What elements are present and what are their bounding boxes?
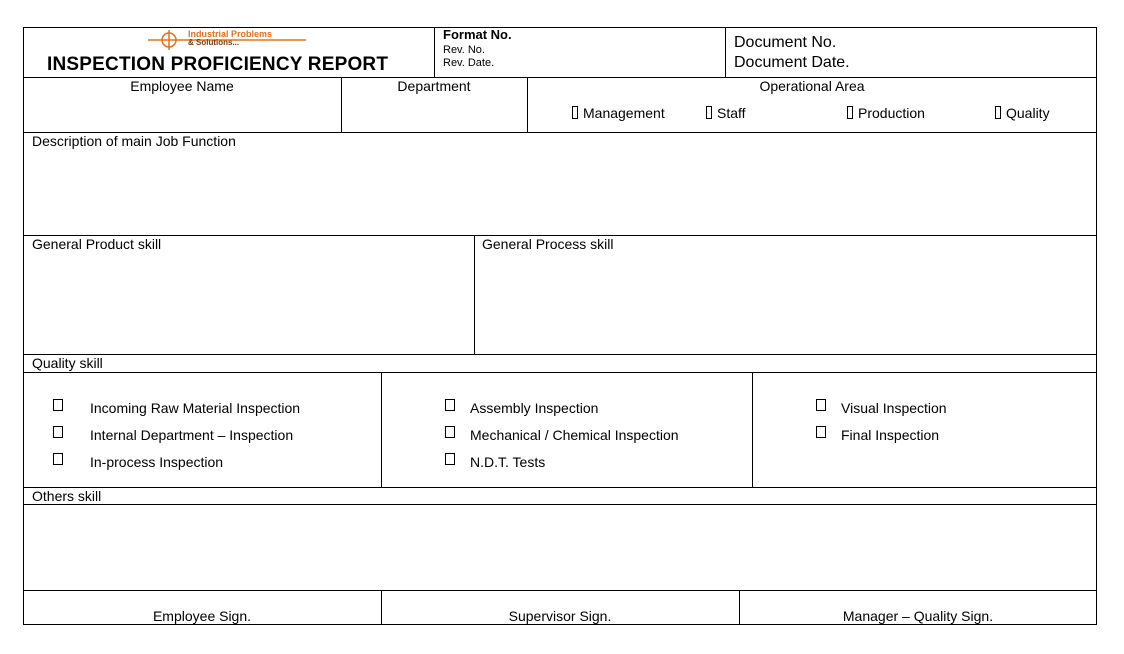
product-skill-label: General Product skill [32, 236, 162, 252]
page-title: INSPECTION PROFICIENCY REPORT [47, 54, 389, 75]
document-date-label: Document Date. [734, 54, 850, 71]
production-option-label: Production [858, 105, 925, 121]
skill-divider [474, 235, 475, 354]
operational-area-label: Operational Area [759, 78, 865, 94]
department-label: Department [397, 78, 471, 94]
quality-option-label: Quality [1006, 105, 1050, 121]
management-checkbox[interactable] [572, 106, 578, 119]
assembly-label: Assembly Inspection [470, 400, 599, 416]
description-label: Description of main Job Function [32, 133, 236, 149]
manager-quality-sign-label: Manager – Quality Sign. [842, 608, 994, 624]
assembly-checkbox[interactable] [445, 399, 455, 411]
incoming-raw-material-label: Incoming Raw Material Inspection [90, 400, 301, 416]
internal-department-label: Internal Department – Inspection [90, 427, 294, 443]
internal-department-checkbox[interactable] [53, 426, 63, 438]
employee-sign-label: Employee Sign. [152, 608, 252, 624]
mechanical-chemical-checkbox[interactable] [445, 426, 455, 438]
document-no-label: Document No. [734, 34, 837, 51]
logo-text-line2: & Solutions... [188, 38, 240, 47]
supervisor-sign-label: Supervisor Sign. [508, 608, 612, 624]
format-no-label: Format No. [443, 27, 512, 42]
process-skill-label: General Process skill [482, 236, 614, 252]
management-option-label: Management [583, 105, 665, 121]
company-logo [148, 28, 308, 52]
quality-skill-bottom [23, 487, 1097, 488]
others-skill-label: Others skill [32, 488, 102, 504]
staff-checkbox[interactable] [706, 106, 712, 119]
others-skill-header-bottom [23, 504, 1097, 505]
visual-inspection-checkbox[interactable] [816, 399, 826, 411]
final-inspection-label: Final Inspection [841, 427, 940, 443]
production-checkbox[interactable] [847, 106, 853, 119]
others-skill-bottom [23, 590, 1097, 591]
rev-date-label: Rev. Date. [443, 57, 495, 69]
header-divider-1 [434, 27, 435, 77]
report-form [23, 27, 1097, 625]
mechanical-chemical-label: Mechanical / Chemical Inspection [470, 427, 679, 443]
visual-inspection-label: Visual Inspection [841, 400, 947, 416]
rev-no-label: Rev. No. [443, 44, 485, 56]
quality-skill-label: Quality skill [32, 355, 103, 371]
quality-checkbox[interactable] [995, 106, 1001, 119]
in-process-label: In-process Inspection [90, 454, 224, 470]
ndt-tests-checkbox[interactable] [445, 453, 455, 465]
header-divider-2 [725, 27, 726, 77]
quality-divider-2 [752, 372, 753, 487]
incoming-raw-material-checkbox[interactable] [53, 399, 63, 411]
quality-divider-1 [381, 372, 382, 487]
staff-option-label: Staff [717, 105, 746, 121]
in-process-checkbox[interactable] [53, 453, 63, 465]
final-inspection-checkbox[interactable] [816, 426, 826, 438]
skill-row-bottom [23, 354, 1097, 355]
logo-text-line1: Industrial Problems [188, 29, 273, 39]
employee-name-label: Employee Name [130, 78, 234, 94]
quality-skill-header-bottom [23, 372, 1097, 373]
ndt-tests-label: N.D.T. Tests [470, 454, 546, 470]
